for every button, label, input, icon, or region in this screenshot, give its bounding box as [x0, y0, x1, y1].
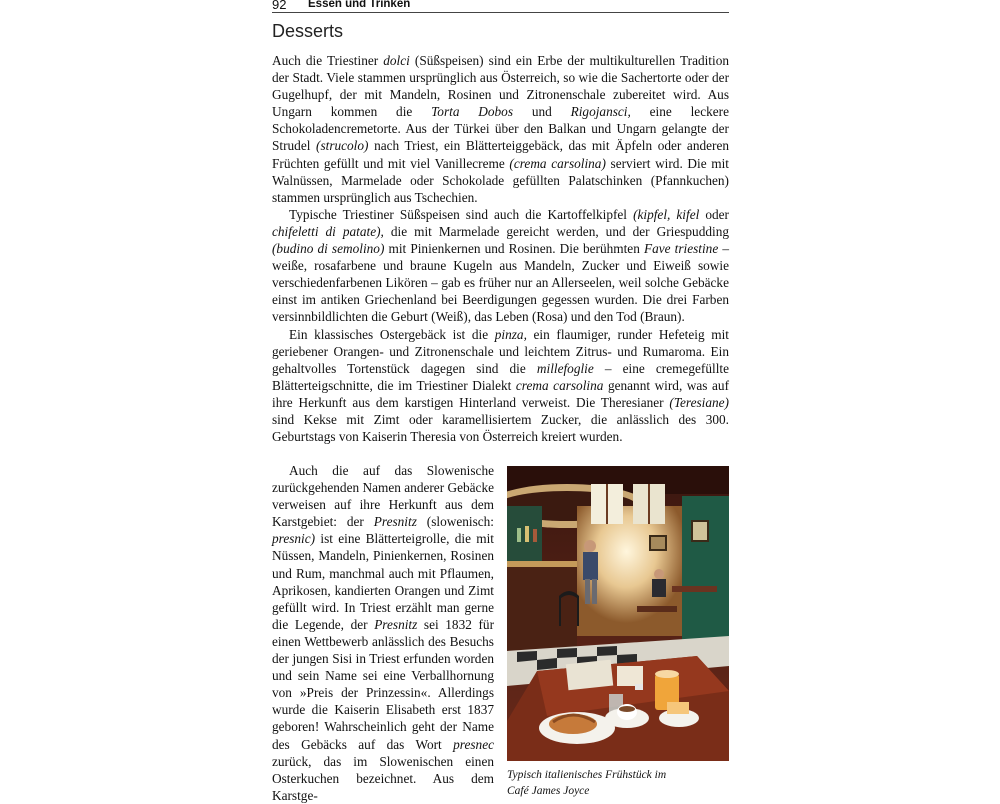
column-text [272, 462, 494, 804]
photo-caption [507, 767, 729, 799]
italic-term: Fave triestine [643, 241, 719, 257]
section-title: Desserts [272, 21, 344, 41]
italic-term: crema carsolina [515, 377, 604, 393]
italic-term: Presnitz [373, 514, 417, 530]
section-name: Essen und Trinken [308, 0, 411, 10]
italic-term: (strucolo) [316, 138, 369, 154]
italic-term: Torta Dobos [431, 104, 514, 120]
italic-term: presnec [453, 736, 494, 752]
italic-term: chifeletti di patate), [272, 223, 384, 239]
caption-line-2: Café James Joyce [507, 785, 590, 797]
paragraph-1: Auch die Triestiner dolci (Süßspeisen) sind ein Erbe der multikulturellen Tradition der Stadt. Viele stammen ursprünglich aus Österreich, so wie die Sachertorte oder der Gugelhupf, der mit Mandeln, Rosinen und Zitronenschale zubereitet wird. Aus Ungarn kommen die Torta Dobos und Rigojansci, eine leckere Schokoladencremetorte. Aus der Türkei über den Balkan und Ungarn gelangte der Strudel (strucolo) nach Triest, ein Blätterteiggebäck, das mit Äpfeln oder anderen Früchten gefüllt und mit viel Vanillecreme (crema carsolina) serviert wird. Die mit Walnüssen, Marmelade oder Schokolade gefüllten Palatschinken (Pfannkuchen) stammen ursprünglich aus Tschechien. [272, 53, 729, 205]
italic-term: presnic) [272, 531, 316, 547]
caption-line-1: Typisch italienisches Frühstück im [507, 769, 667, 781]
italic-term: (budino di semolino) [272, 241, 385, 257]
paragraph-2: Typische Triestiner Süßspeisen sind auch die Kartoffelkipfel (kipfel, kifel oder chifeletti di patate), die mit Marmelade gereicht werden, und der Griespudding (budino di semolino) mit Pinienkernen und Rosinen. Die berühmten Fave triestine – weiße, rosafarbene und braune Kugeln aus Mandeln, Zucker und Eiweiß sowie verschiedenfarbenen Likören – gab es früher nur an Allerseelen, weil solche Gebäcke einst im antiken Griechenland bei Beerdigungen gegessen wurden. Die drei Farben versinnbildlichten die Geburt (Weiß), das Leben (Rosa) und den Tod (Braun). [272, 206, 729, 325]
body-text [272, 52, 729, 445]
italic-term: Presnitz [374, 616, 418, 632]
italic-term: pinza, [494, 326, 527, 342]
book-page [272, 0, 729, 803]
italic-term: dolci [383, 53, 410, 68]
page-number: 92 [272, 0, 287, 12]
paragraph-4: Auch die auf das Slowenische zurückgehenden Namen anderer Gebäcke verweisen auf ihre Herkunft aus dem Karstgebiet: der Presnitz (slowenisch: presnic) ist eine Blätterteigrolle, die mit Nüssen, Mandeln, Pinienkernen, Rosinen und Rum, manchmal auch mit Pflaumen, Aprikosen, kandierten Orangen und Zimt gefüllt wird. In Triest erzählt man gerne die Legende, der Presnitz sei 1832 für einen Wettbewerb anlässlich des Besuchs der jungen Sisi in Triest erfunden worden und sein Name sei eine Verballhornung von »Preis der Prinzessin«. Allerdings wurde die Kaiserin Elisabeth erst 1837 geboren! Wahrscheinlich geht der Name des Gebäcks auf das Wort presnec zurück, das im Slowenischen einen Osterkuchen bezeichnet. Aus dem Karstge- [272, 463, 495, 803]
italic-term: millefoglie [536, 360, 594, 376]
running-header [272, 0, 729, 13]
italic-term: (crema carsolina) [509, 155, 606, 171]
italic-term: Rigojansci, [570, 104, 631, 120]
paragraph-3: Ein klassisches Ostergebäck ist die pinza, ein flaumiger, runder Hefeteig mit geriebener Orangen- und Zitronenschale und leichtem Zitrus- und Rumaroma. Ein gehaltvolles Tortenstück dagegen sind die millefoglie – eine cremegefüllte Blätterteigschnitte, die im Triestiner Dialekt crema carsolina genannt wird, was auf ihre Herkunft aus dem karstigen Hinterland verweist. Die Theresianer (Teresiane) sind Kekse mit Zimt oder karamellisiertem Zucker, die anlässlich des 300. Geburtstags von Kaiserin Theresia von Österreich kreiert wurden. [272, 326, 729, 445]
cafe-photo [507, 466, 729, 761]
italic-term: (kipfel, kifel [633, 206, 700, 222]
italic-term: (Teresiane) [669, 394, 729, 410]
